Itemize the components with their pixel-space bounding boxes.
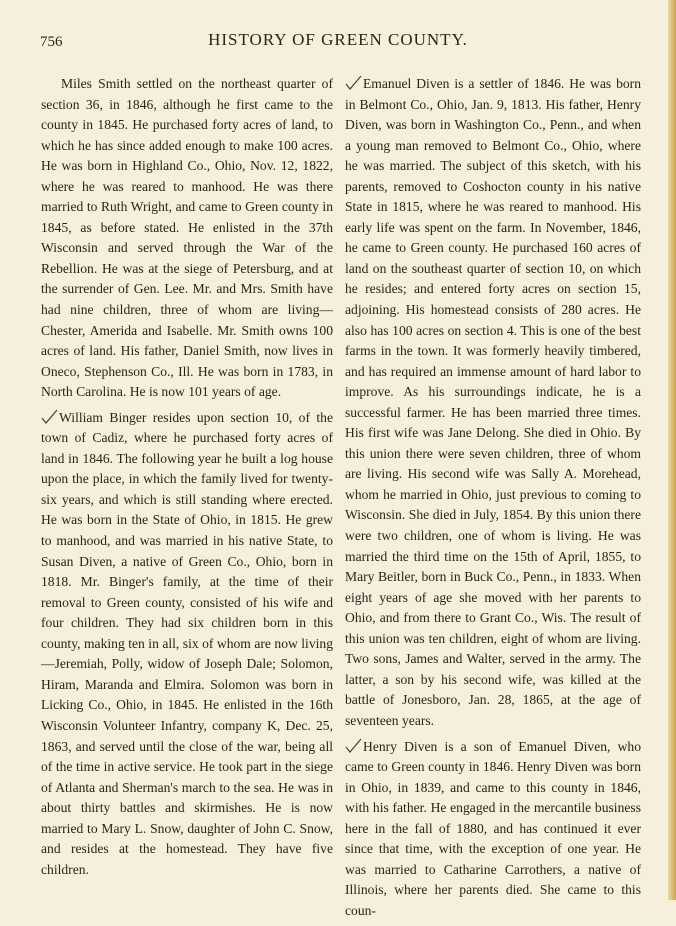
paragraph-text: William Binger resides upon section 10, of the town of Cadiz, where he purchased forty acres of land in 1846. The following year he built a log house upon the place, in which the family lived for twenty-six years, and which is still standing where erected. He was born in the State of Ohio, in 1815. He grew to manhood, and was married in his native State, to Susan Diven, a native of Green Co., Ohio, born in 1818. Mr. Binger's family, at the time of their removal to Green county, consisted of his wife and four children. They had six children born in this county, making ten in all, six of whom are now living—Jeremiah, Polly, widow of Joseph Dale; Solomon, Hiram, Maranda and Elmira. Solomon was born in Licking Co., Ohio, in 1845. He enlisted in the 16th Wisconsin Volunteer Infantry, company K, Dec. 25, 1863, and served until the close of the war, being all of the time in active service. He took part in the siege of Atlanta and Sherman's march to the sea. He was in about thirty battles and skirmishes. He is now married to Mary L. Snow, daughter of John C. Snow, and resides at the homestead. They have five children.	[41, 409, 333, 877]
left-column	[41, 74, 333, 885]
page-edge	[668, 0, 676, 900]
check-mark-icon	[345, 75, 362, 90]
page-header	[40, 30, 636, 54]
paragraph-henry-diven	[345, 737, 641, 922]
check-mark-icon	[41, 409, 58, 424]
paragraph-text: Emanuel Diven is a settler of 1846. He was born in Belmont Co., Ohio, Jan. 9, 1813. His father, Henry Diven, was born in Washington Co., Penn., and when a young man removed to Belmont Co., Ohio, where he was married. The subject of this sketch, with his parents, removed to Coshocton county in his native State in 1815, where he was reared to manhood. His early life was spent on the farm. In November, 1846, he came to Green county. He purchased 160 acres of land on the southeast quarter of section 10, on which he resides; and entered forty acres on section 15, adjoining. His homestead consists of 280 acres. He also has 100 acres on section 4. This is one of the best farms in the town. It was formerly heavily timbered, and has required an immense amount of hard labor to improve. As his surroundings indicate, he is a successful farmer. He has been married three times. His first wife was Jane Delong. She died in Ohio. By this union there were seven children, three of whom are living. His second wife was Sally A. Morehead, whom he married in Ohio, just previous to coming to Wisconsin. She died in July, 1854. By this union there were two children, one of whom is living. He was married the third time on the 15th of April, 1855, to Mary Beitler, born in Buck Co., Penn., in 1833. When eight years of age she moved with her parents to Ohio, and from there to Grant Co., Wis. The result of this union was ten children, eight of whom are living. Two sons, James and Walter, served in the army. The latter, a son by his second wife, was killed at the battle of Jonesboro, Jan. 28, 1865, at the age of seventeen years.	[345, 76, 641, 728]
check-mark-icon	[345, 738, 362, 753]
paragraph-text: Henry Diven is a son of Emanuel Diven, who came to Green county in 1846. Henry Diven was born in Ohio, in 1839, and came to this county in 1846, with his father. He engaged in the mercantile business here in the fall of 1880, and has continued it ever since that time, with the exception of one year. He was married to Catharine Carrothers, a native of Illinois, where her parents died. She came to this coun-	[345, 738, 641, 918]
paragraph-miles-smith: Miles Smith settled on the northeast quarter of section 36, in 1846, although he first came to the county in 1845. He purchased forty acres of land, to which he has since added enough to make 100 acres. He was born in Highland Co., Ohio, Nov. 12, 1822, where he was reared to manhood. He was there married to Ruth Wright, and came to Green county in 1845, as before stated. He enlisted in the 37th Wisconsin and served through the War of the Rebellion. He was at the siege of Petersburg, and at the surrender of Gen. Lee. Mr. and Mrs. Smith have had nine children, three of whom are living—Chester, Amerida and Isabelle. Mr. Smith owns 100 acres of land. His father, Daniel Smith, now lives in Oneco, Stephenson Co., Ill. He was born in 1783, in North Carolina. He is now 101 years of age.	[41, 76, 333, 400]
paragraph-william-binger	[41, 408, 333, 881]
right-column	[345, 74, 641, 926]
paragraph-emanuel-diven	[345, 74, 641, 732]
running-title: HISTORY OF GREEN COUNTY.	[208, 30, 468, 49]
page-number: 756	[40, 34, 63, 50]
